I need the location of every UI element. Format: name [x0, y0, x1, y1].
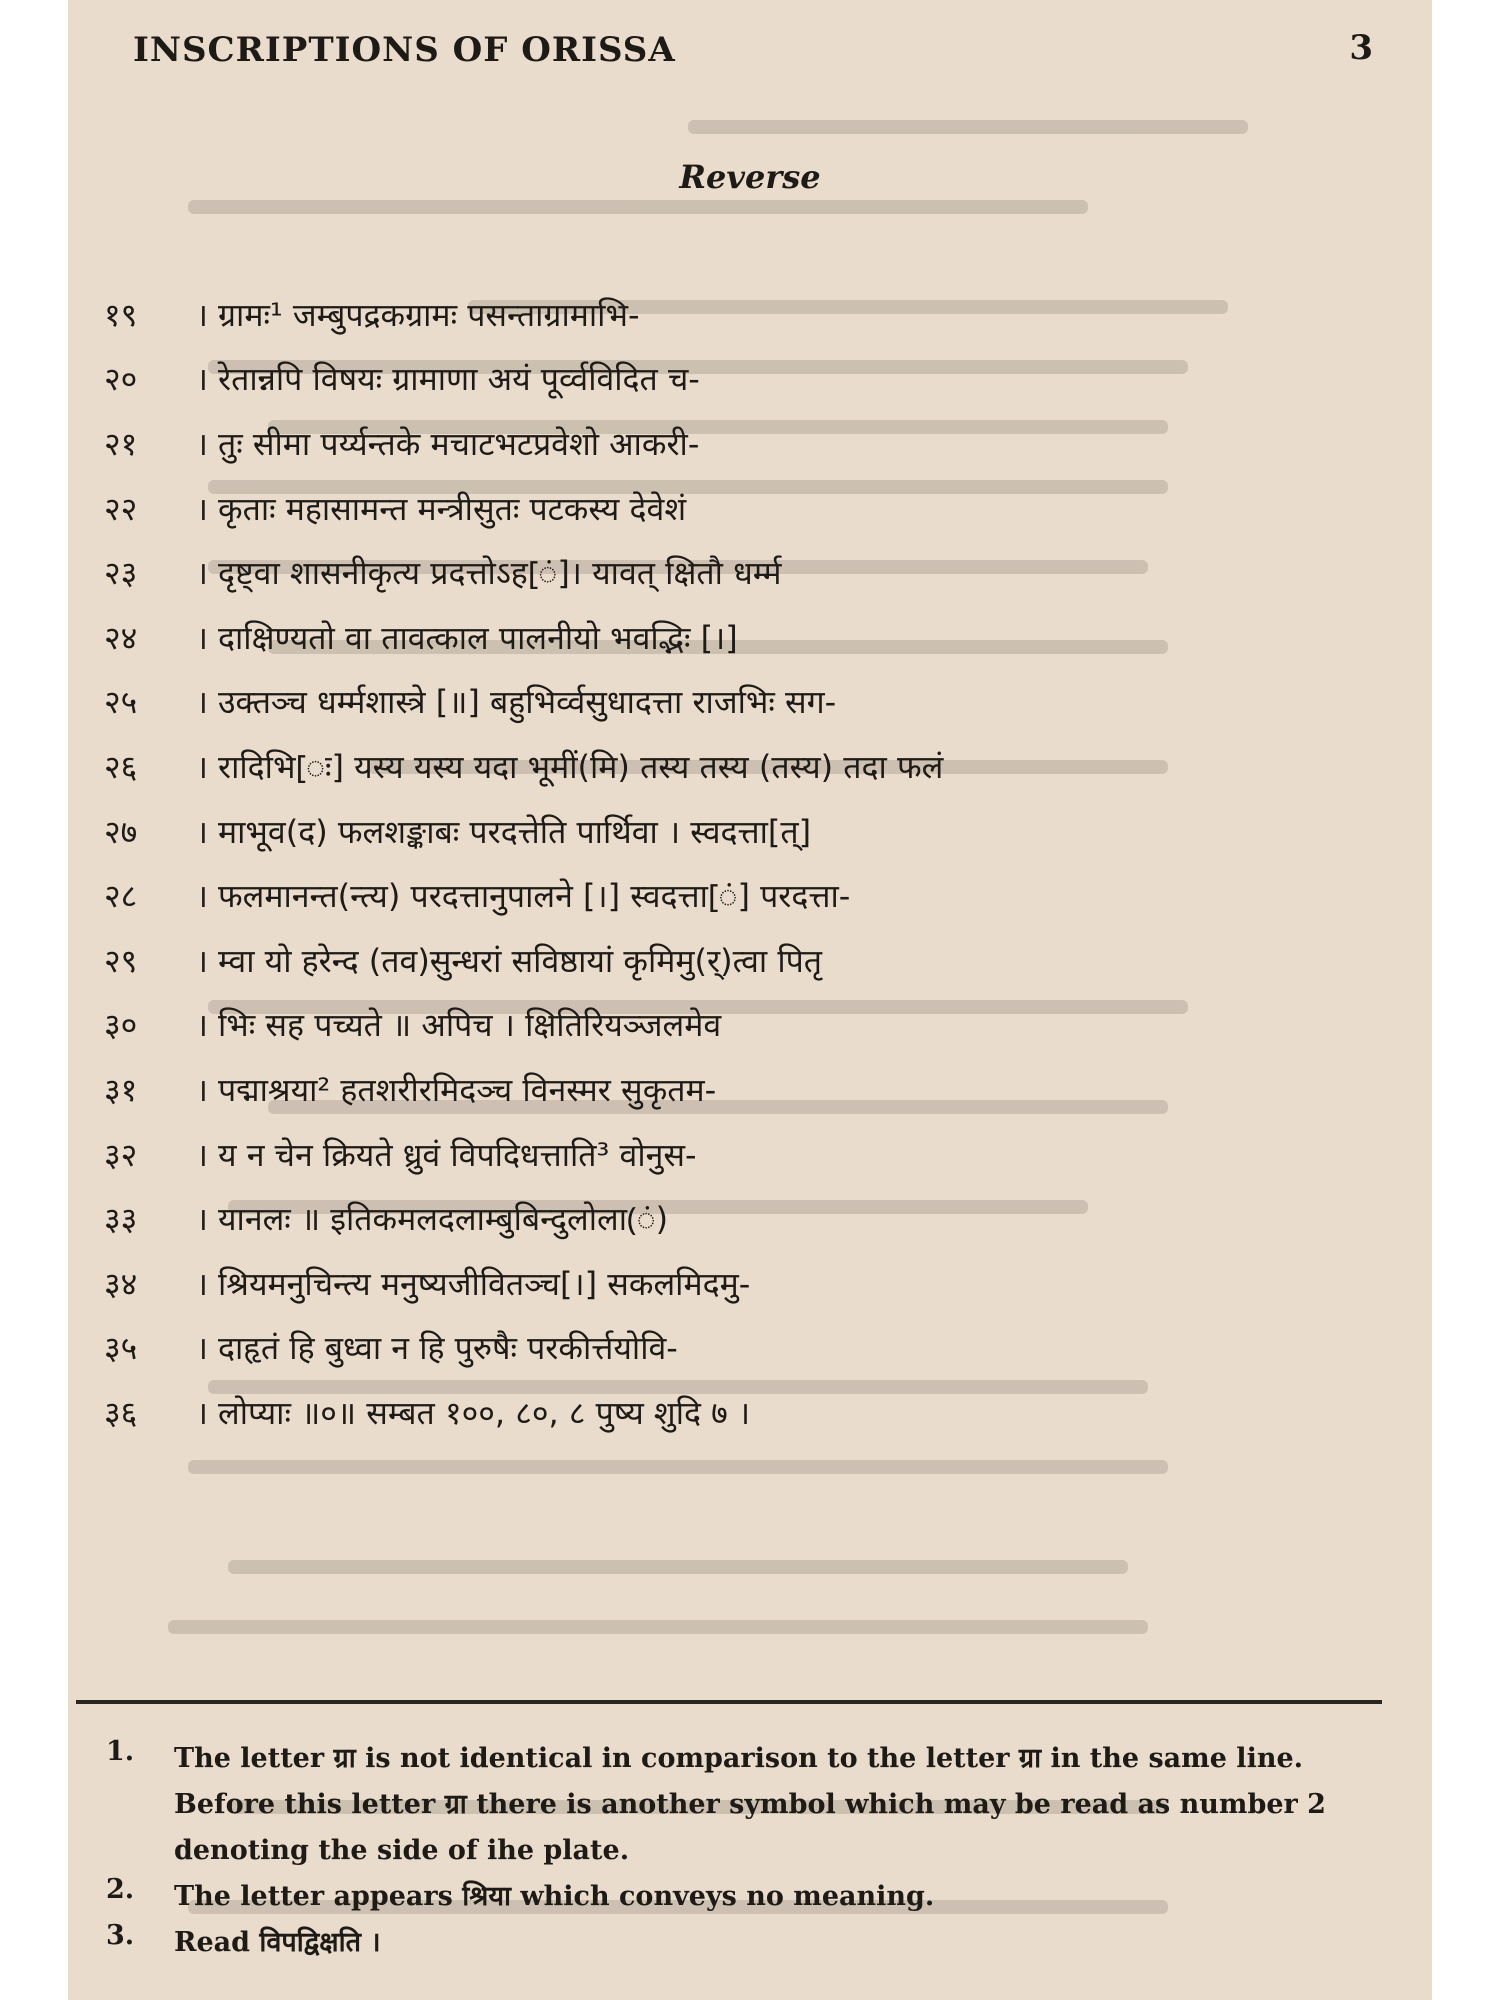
footnote-text: Read विपद्विक्षति ।: [174, 1927, 381, 1958]
footnote: [106, 1874, 1366, 1920]
line-separator: ।: [195, 295, 209, 334]
line-text: माभूव(द) फलशङ्काबः परदत्तेति पार्थिवा । स्वदत्ता[त्]: [218, 812, 812, 851]
line-text: भिः सह पच्यते ॥ अपिच । क्षितिरियञ्जलमेव: [218, 1006, 722, 1045]
inscription-line: [104, 411, 1364, 476]
inscription-line: [104, 540, 1364, 605]
line-number: २५: [104, 683, 138, 722]
running-title: INSCRIPTIONS OF ORISSA: [133, 30, 676, 70]
line-text: ग्रामः¹ जम्बुपद्रकग्रामः पसन्ताग्रामाभि-: [218, 295, 640, 334]
line-number: २३: [104, 554, 138, 593]
inscription-line: [104, 1380, 1364, 1445]
line-number: ३३: [104, 1200, 138, 1239]
footnote-rule: [76, 1700, 1382, 1704]
line-text: श्रियमनुचिन्त्य मनुष्यजीवितञ्च[।] सकलमिदमु-: [218, 1264, 751, 1303]
footnote-text: The letter ग्रा is not identical in comparison to the letter ग्रा in the same line. Before this letter ग्रा there is another symbol which may be read as number 2 denoting the side of ihe plate.: [174, 1743, 1326, 1866]
footnote: [106, 1920, 1366, 1966]
line-number: २०: [104, 360, 138, 399]
line-text: रादिभि[ः] यस्य यस्य यदा भूमीं(मि) तस्य तस्य (तस्य) तदा फलं: [218, 747, 944, 786]
inscription-line: [104, 1122, 1364, 1187]
inscription-line: [104, 670, 1364, 735]
line-number: २७: [104, 812, 138, 851]
line-number: २४: [104, 618, 138, 657]
line-number: २६: [104, 747, 138, 786]
line-text: यानलः ॥ इतिकमलदलाम्बुबिन्दुलोला(ं): [218, 1200, 669, 1239]
line-text: म्वा यो हरेन्द (तव)सुन्धरां सविष्ठायां कृमिमु(र्)त्वा पितृ: [218, 941, 823, 980]
inscription-line: [104, 993, 1364, 1058]
inscription-line: [104, 799, 1364, 864]
line-separator: ।: [195, 1006, 209, 1045]
line-number: २९: [104, 941, 138, 980]
line-number: २८: [104, 877, 138, 916]
line-separator: ।: [195, 360, 209, 399]
book-page: [68, 0, 1432, 2000]
inscription-line: [104, 1251, 1364, 1316]
line-text: रेतान्नपि विषयः ग्रामाणा अयं पूर्व्वविदित च-: [218, 360, 700, 399]
line-separator: ।: [195, 1135, 209, 1174]
inscription-line: [104, 347, 1364, 412]
line-number: ३१: [104, 1070, 138, 1109]
line-text: कृताः महासामन्त मन्त्रीसुतः पटकस्य देवेशं: [218, 489, 687, 528]
footnote-text: The letter appears श्रिया which conveys no meaning.: [174, 1881, 935, 1912]
line-number: १९: [104, 295, 138, 334]
line-text: पद्माश्रया² हतशरीरमिदञ्च विनस्मर सुकृतम-: [218, 1070, 717, 1109]
footnotes: [106, 1736, 1366, 1966]
line-separator: ।: [195, 941, 209, 980]
line-separator: ।: [195, 1393, 209, 1432]
inscription-line: [104, 282, 1364, 347]
line-text: तुः सीमा पर्य्यन्तके मचाटभटप्रवेशो आकरी-: [218, 424, 700, 463]
inscription-line: [104, 1186, 1364, 1251]
line-number: ३२: [104, 1135, 138, 1174]
line-separator: ।: [195, 554, 209, 593]
inscription-line: [104, 863, 1364, 928]
line-separator: ।: [195, 812, 209, 851]
line-text: य न चेन क्रियते ध्रुवं विपदिधत्ताति³ वोनुस-: [218, 1135, 697, 1174]
line-text: लोप्याः ॥०॥ सम्बत १००, ८०, ८ पुष्य शुदि ७ ।: [218, 1393, 751, 1432]
line-separator: ।: [195, 747, 209, 786]
footnote-marker: 2.: [106, 1874, 135, 1905]
inscription-line: [104, 734, 1364, 799]
line-text: दाक्षिण्यतो वा तावत्काल पालनीयो भवद्भिः [।]: [218, 618, 738, 657]
line-separator: ।: [195, 1329, 209, 1368]
line-text: दृष्ट्वा शासनीकृत्य प्रदत्तोऽह[ं]। यावत् क्षितौ धर्म्म: [218, 554, 782, 593]
line-number: ३०: [104, 1006, 138, 1045]
inscription-text: [104, 282, 1364, 1445]
line-number: ३४: [104, 1264, 138, 1303]
line-text: उक्तञ्च धर्म्मशास्त्रे [॥] बहुभिर्व्वसुधादत्ता राजभिः सग-: [218, 683, 837, 722]
footnote: [106, 1736, 1366, 1874]
line-separator: ।: [195, 1264, 209, 1303]
line-separator: ।: [195, 1200, 209, 1239]
inscription-line: [104, 605, 1364, 670]
line-separator: ।: [195, 424, 209, 463]
line-number: ३६: [104, 1393, 138, 1432]
line-number: २१: [104, 424, 138, 463]
line-separator: ।: [195, 1070, 209, 1109]
inscription-line: [104, 928, 1364, 993]
inscription-line: [104, 1057, 1364, 1122]
page-number: 3: [1349, 28, 1373, 68]
section-title: Reverse: [679, 158, 821, 196]
footnote-marker: 1.: [106, 1736, 135, 1767]
inscription-line: [104, 476, 1364, 541]
line-separator: ।: [195, 618, 209, 657]
footnote-marker: 3.: [106, 1920, 135, 1951]
line-number: २२: [104, 489, 138, 528]
line-text: फलमानन्त(न्त्य) परदत्तानुपालने [।] स्वदत्ता[ं] परदत्ता-: [218, 877, 851, 916]
line-separator: ।: [195, 683, 209, 722]
line-number: ३५: [104, 1329, 138, 1368]
line-separator: ।: [195, 489, 209, 528]
line-separator: ।: [195, 877, 209, 916]
inscription-line: [104, 1316, 1364, 1381]
line-text: दाहृतं हि बुध्वा न हि पुरुषैः परकीर्त्तयोवि-: [218, 1329, 678, 1368]
running-head: [133, 22, 1373, 82]
